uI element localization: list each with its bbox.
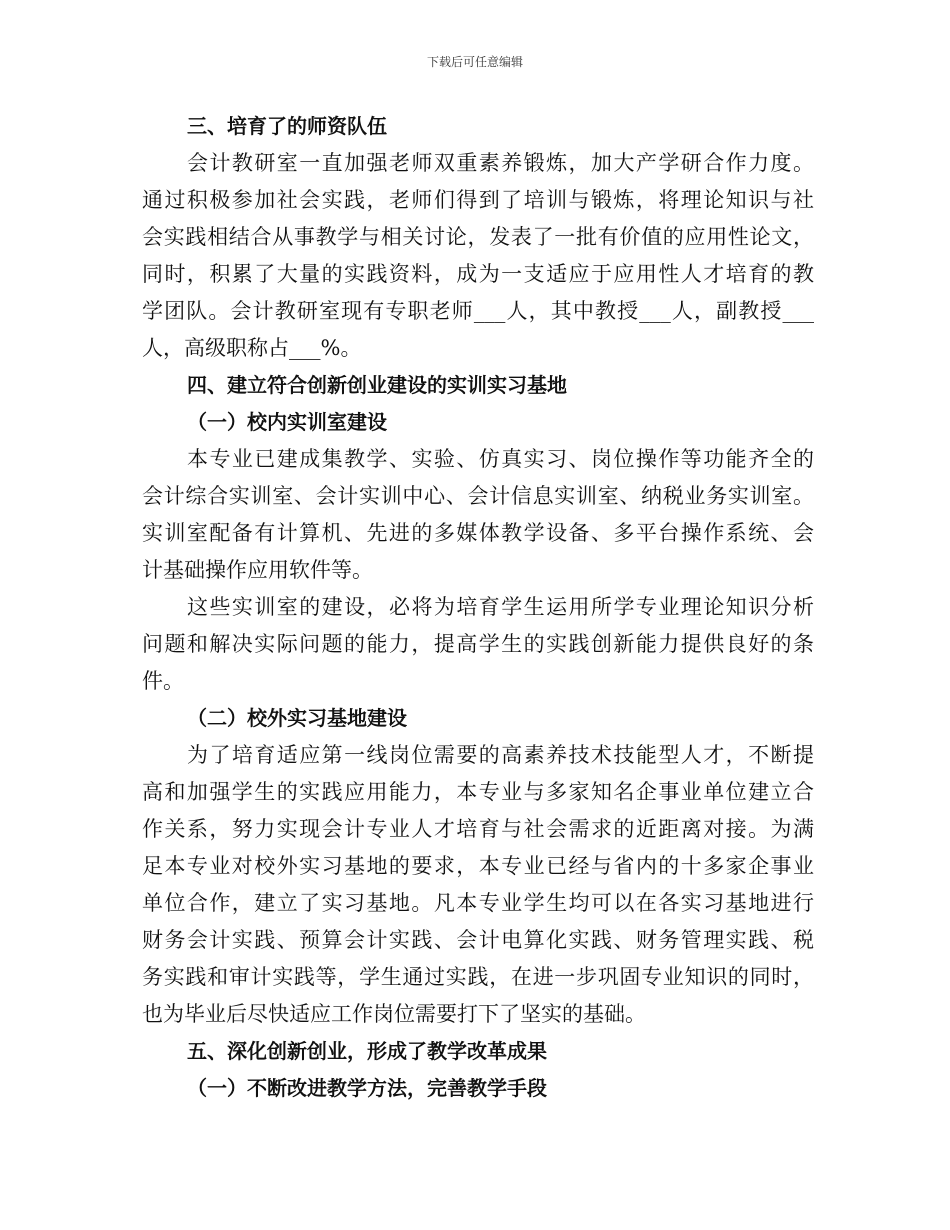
paragraph-line: 同时，积累了大量的实践资料，成为一支适应于应用性人才培育的教 [142, 262, 814, 286]
paragraph-line: 学团队。会计教研室现有专职老师___人，其中教授___人，副教授___ [142, 299, 814, 323]
paragraph-line: 为了培育适应第一线岗位需要的高素养技术技能型人才，不断提 [187, 743, 814, 767]
paragraph-line: 会计教研室一直加强老师双重素养锻炼，加大产学研合作力度。 [187, 151, 814, 175]
paragraph-faculty [142, 145, 814, 367]
paragraph-line: 单位合作，建立了实习基地。凡本专业学生均可以在各实习基地进行 [142, 891, 814, 915]
paragraph-line: 件。 [142, 669, 184, 693]
page-header: 下载后可任意编辑 [426, 55, 523, 69]
paragraph-line: 通过积极参加社会实践，老师们得到了培训与锻炼，将理论知识与社 [142, 188, 814, 212]
section-heading-4: 四、建立符合创新创业建设的实训实习基地 [187, 373, 567, 397]
paragraph-internal-lab [142, 441, 814, 589]
paragraph-line: 计基础操作应用软件等。 [142, 558, 373, 582]
paragraph-line: 财务会计实践、预算会计实践、会计电算化实践、财务管理实践、税 [142, 928, 814, 952]
paragraph-line: 务实践和审计实践等，学生通过实践，在进一步巩固专业知识的同时， [142, 965, 814, 989]
paragraph-line: 会计综合实训室、会计实训中心、会计信息实训室、纳税业务实训室。 [142, 484, 814, 508]
paragraph-line: 这些实训室的建设，必将为培育学生运用所学专业理论知识分析 [187, 595, 814, 619]
paragraph-line: 也为毕业后尽快适应工作岗位需要打下了坚实的基础。 [142, 1002, 646, 1026]
paragraph-line: 高和加强学生的实践应用能力，本专业与多家知名企事业单位建立合 [142, 780, 814, 804]
paragraph-external-base [142, 737, 814, 1033]
paragraph-line: 问题和解决实际问题的能力，提高学生的实践创新能力提供良好的条 [142, 632, 814, 656]
paragraph-line: 人，高级职称占___%。 [142, 336, 362, 360]
paragraph-line: 作关系，努力实现会计专业人才培育与社会需求的近距离对接。为满 [142, 817, 814, 841]
paragraph-line: 本专业已建成集教学、实验、仿真实习、岗位操作等功能齐全的 [187, 447, 814, 471]
paragraph-lab-benefit [142, 589, 814, 700]
subsection-heading-teaching-methods: （一）不断改进教学方法，完善教学手段 [187, 1076, 547, 1100]
paragraph-line: 实训室配备有计算机、先进的多媒体教学设备、多平台操作系统、会 [142, 521, 814, 545]
subsection-heading-external-base: （二）校外实习基地建设 [187, 706, 407, 730]
subsection-heading-internal-lab: （一）校内实训室建设 [187, 410, 387, 434]
section-heading-5: 五、深化创新创业，形成了教学改革成果 [187, 1039, 547, 1063]
document-body [142, 108, 814, 1107]
paragraph-line: 足本专业对校外实习基地的要求，本专业已经与省内的十多家企事业 [142, 854, 814, 878]
paragraph-line: 会实践相结合从事教学与相关讨论，发表了一批有价值的应用性论文， [142, 225, 814, 249]
section-heading-3: 三、培育了的师资队伍 [187, 114, 387, 138]
